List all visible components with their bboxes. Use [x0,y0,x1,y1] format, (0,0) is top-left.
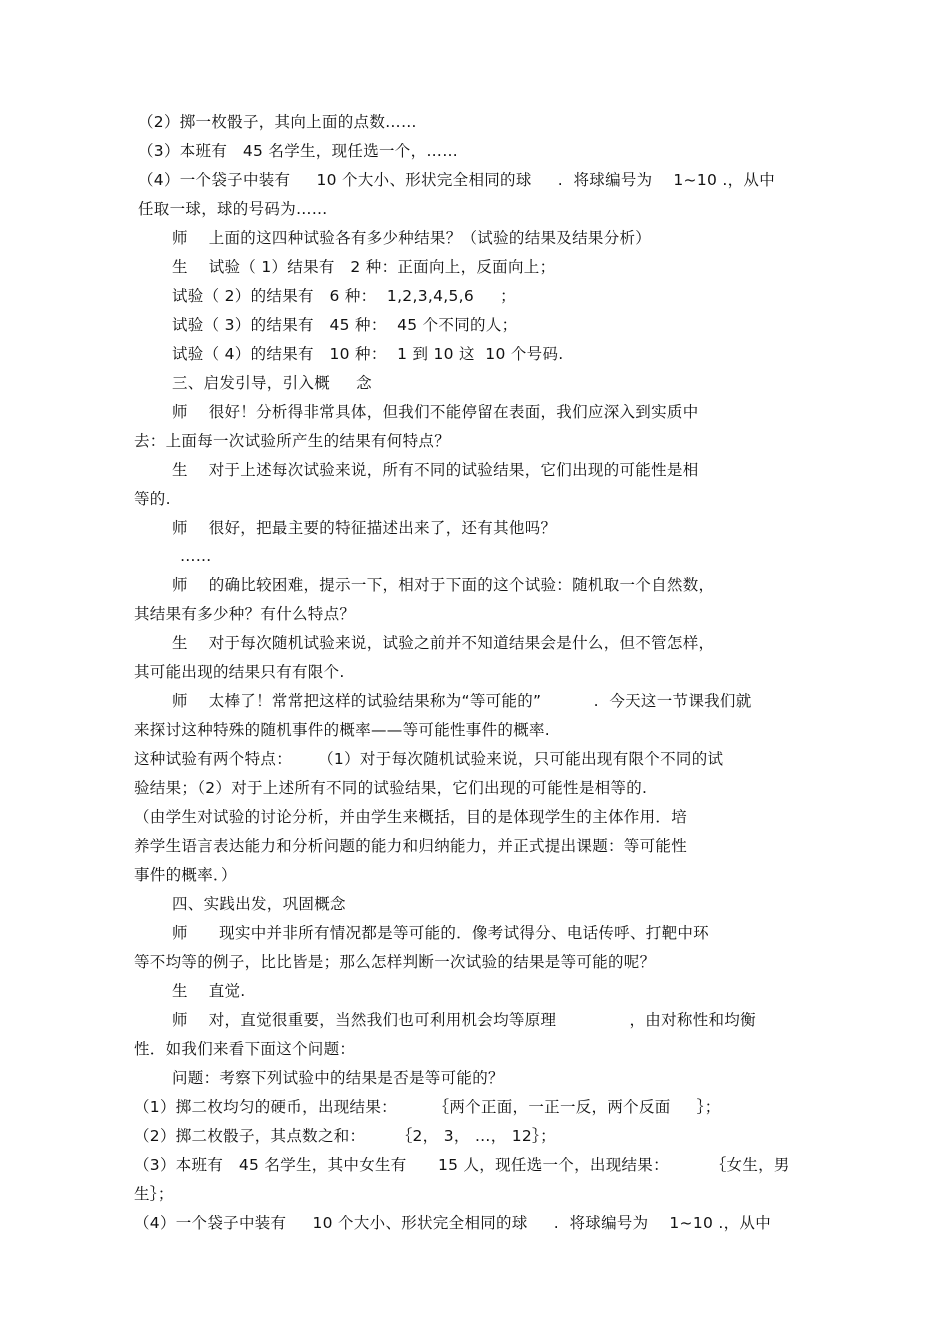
section-heading: 四、实践出发，巩固概念 [172,895,346,913]
text-line: 来探讨这种特殊的随机事件的概率——等可能性事件的概率. [134,721,551,739]
text-line: （2）掷一枚骰子，其向上面的点数…… [138,113,417,131]
text-line: 试验（ 4）的结果有 10 种： 1 到 10 这 10 个号码. [172,345,564,363]
section-heading: 三、启发引导，引入概 念 [172,374,372,392]
text-line: 生｝； [134,1185,174,1203]
text-line: 生 对于上述每次试验来说，所有不同的试验结果，它们出现的可能性是相 [172,461,699,479]
text-line: （3）本班有 45 名学生，其中女生有 15 人，现任选一个，出现结果： ｛女生，男 [134,1156,790,1174]
text-line: 性．如我们来看下面这个问题： [134,1040,356,1058]
text-line: 师 很好！分析得非常具体，但我们不能停留在表面，我们应深入到实质中 [172,403,699,421]
text-line: …… [180,547,212,565]
text-line: 等的. [134,490,171,508]
text-line: 任取一球，球的号码为…… [138,200,328,218]
text-line: 去：上面每一次试验所产生的结果有何特点？ [134,432,451,450]
text-line: 师 的确比较困难，提示一下，相对于下面的这个试验：随机取一个自然数， [172,576,715,594]
text-line: 试验（ 2）的结果有 6 种： 1,2,3,4,5,6 ； [172,287,516,305]
text-line: 生 试验（ 1）结果有 2 种：正面向上，反面向上； [172,258,556,276]
text-line: 这种试验有两个特点： （1）对于每次随机试验来说，只可能出现有限个不同的试 [134,750,724,768]
text-line: 生 对于每次随机试验来说，试验之前并不知道结果会是什么，但不管怎样， [172,634,715,652]
text-line: 问题：考察下列试验中的结果是否是等可能的？ [172,1069,504,1087]
text-line: （3）本班有 45 名学生，现任选一个，…… [138,142,458,160]
text-line: 师 对，直觉很重要，当然我们也可利用机会均等原理 ，由对称性和均衡 [172,1011,756,1029]
text-line: （由学生对试验的讨论分析，并由学生来概括，目的是体现学生的主体作用．培 [134,808,688,826]
text-line: 师 很好，把最主要的特征描述出来了，还有其他吗？ [172,519,557,537]
text-line: 师 太棒了！常常把这样的试验结果称为“等可能的” . 今天这一节课我们就 [172,692,752,710]
text-line: （1）掷二枚均匀的硬币，出现结果： ｛两个正面，一正一反，两个反面 ｝； [134,1098,721,1116]
text-line: 师 上面的这四种试验各有多少种结果？（试验的结果及结果分析） [172,229,652,247]
text-line: 师 现实中并非所有情况都是等可能的．像考试得分、电话传呼、打靶中环 [172,924,709,942]
text-line: （2）掷二枚骰子，其点数之和： ｛2， 3， …， 12｝； [134,1127,556,1145]
text-line: 验结果；（2）对于上述所有不同的试验结果，它们出现的可能性是相等的. [134,779,648,797]
text-line: 等不均等的例子，比比皆是；那么怎样判断一次试验的结果是等可能的呢？ [134,953,656,971]
text-line: （4）一个袋子中装有 10 个大小、形状完全相同的球 . 将球编号为 1~10 .，从中 [138,171,775,189]
text-line: 其结果有多少种？有什么特点？ [134,605,356,623]
text-line: 试验（ 3）的结果有 45 种： 45 个不同的人； [172,316,518,334]
text-line: 养学生语言表达能力和分析问题的能力和归纳能力，并正式提出课题：等可能性 [134,837,688,855]
text-line: 事件的概率．） [134,866,237,884]
text-line: 其可能出现的结果只有有限个. [134,663,345,681]
text-line: （4）一个袋子中装有 10 个大小、形状完全相同的球 . 将球编号为 1~10 .，从中 [134,1214,771,1232]
text-line: 生 直觉. [172,982,246,1000]
